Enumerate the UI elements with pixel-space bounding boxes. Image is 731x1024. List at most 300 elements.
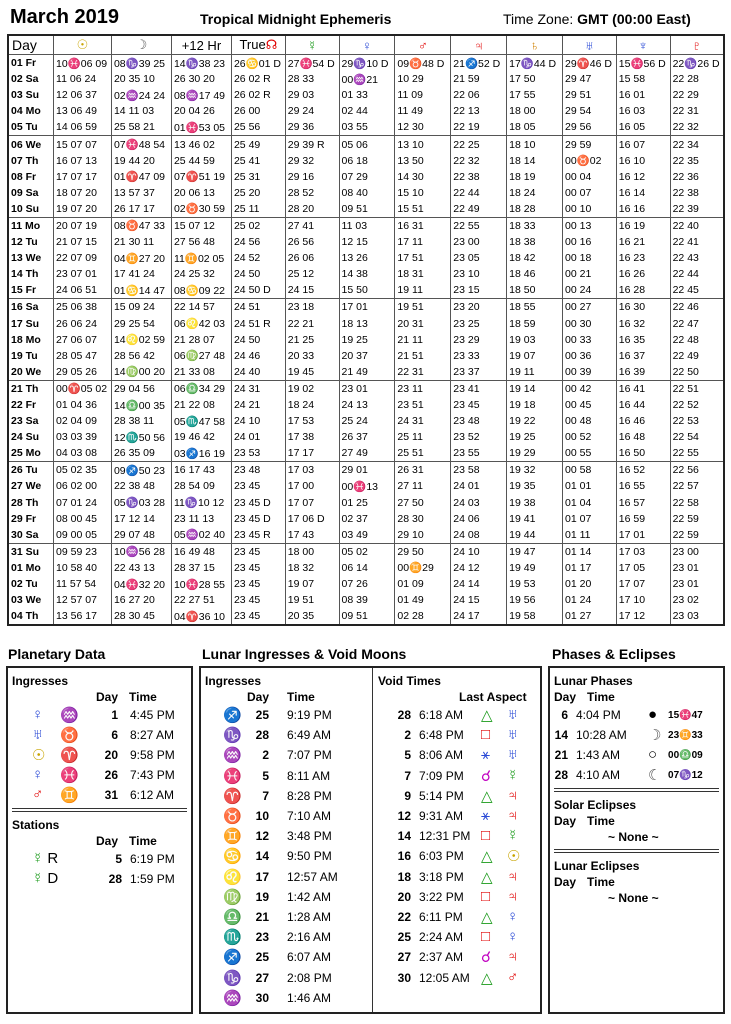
ephemeris-table (7, 34, 725, 626)
position-cell: 03 55 (339, 119, 395, 136)
position-cell: 16 14 (616, 185, 670, 201)
position-cell: 09 59 23 (54, 543, 112, 560)
position-cell: 22 27 51 (171, 592, 231, 608)
position-cell: 27 06 07 (54, 332, 112, 348)
position-cell: 24 40 (231, 364, 285, 381)
phase-position: 00♎09 (668, 750, 703, 761)
position-cell: 24 15 (451, 592, 507, 608)
ingress-time: 4:45 PM (130, 708, 175, 722)
column-header: +12 Hr (171, 35, 231, 55)
position-cell: 10 29 (395, 71, 451, 87)
position-cell: 23 45 R (231, 527, 285, 544)
position-cell: 29 24 (285, 103, 339, 119)
position-cell: 22 35 (670, 153, 724, 169)
planet-glyph: ♃ (507, 786, 519, 804)
position-cell: 18 50 (507, 282, 563, 299)
position-cell: 22 25 (451, 136, 507, 153)
position-cell: 29 54 (562, 103, 616, 119)
day-cell: 01 Fr (8, 55, 54, 72)
position-cell: 00♓13 (339, 478, 395, 494)
position-cell: 04♈36 10 (171, 608, 231, 625)
day-cell: 03 Su (8, 87, 54, 103)
position-cell: 23 53 (231, 445, 285, 462)
ingress-day: 12 (255, 829, 269, 844)
ephemeris-row (8, 397, 724, 413)
position-cell: 01 11 (562, 527, 616, 544)
ephemeris-row (8, 316, 724, 332)
position-cell: 02 37 (339, 511, 395, 527)
column-header: ♀ (339, 35, 395, 55)
day-cell: 10 Su (8, 201, 54, 218)
position-cell: 24 03 (451, 495, 507, 511)
planet-glyph: ☉ (32, 747, 46, 764)
day-cell: 12 Tu (8, 234, 54, 250)
position-cell: 07 29 (339, 169, 395, 185)
position-cell: 23 11 13 (171, 511, 231, 527)
position-cell: 13 26 (339, 250, 395, 266)
position-cell: 14♍00 20 (111, 364, 171, 381)
position-cell: 28 54 09 (171, 478, 231, 494)
sign-glyph: ♑ (223, 727, 242, 745)
position-cell: 28 05 47 (54, 348, 112, 364)
aspect-glyph: ⚹ (481, 746, 491, 764)
position-cell: 19 47 (507, 543, 563, 560)
ephemeris-row (8, 185, 724, 201)
divider (554, 788, 719, 792)
position-cell: 23 55 (451, 445, 507, 462)
ephemeris-row (8, 527, 724, 544)
position-cell: 22 29 (670, 87, 724, 103)
ingress-time: 2:16 AM (287, 930, 332, 945)
position-cell: 12 57 07 (54, 592, 112, 608)
position-cell: 29 05 26 (54, 364, 112, 381)
position-cell: 22 19 (451, 119, 507, 136)
sign-glyph: ♒ (223, 989, 242, 1007)
ingress-day: 21 (255, 910, 269, 924)
position-cell: 16 30 (616, 299, 670, 316)
position-cell: 26 35 09 (111, 445, 171, 462)
position-cell: 01 17 (562, 560, 616, 576)
position-cell: 14 38 (339, 266, 395, 282)
position-cell: 01 07 (562, 511, 616, 527)
ingress-time: 8:11 AM (287, 768, 331, 783)
position-cell: 23 51 (395, 397, 451, 413)
day-cell: 28 Th (8, 495, 54, 511)
position-cell: 22♑26 D (670, 55, 724, 72)
position-cell: 29 04 56 (111, 380, 171, 397)
ephemeris-row (8, 103, 724, 119)
position-cell: 19 44 20 (111, 153, 171, 169)
position-cell: 16 26 (616, 266, 670, 282)
position-cell: 15 50 (339, 282, 395, 299)
ephemeris-row (8, 201, 724, 218)
phase-position: 23♊33 (668, 730, 703, 741)
void-day: 22 (397, 910, 411, 924)
position-cell: 24 01 (451, 478, 507, 494)
day-cell: 23 Sa (8, 413, 54, 429)
position-cell: 06♌42 03 (171, 316, 231, 332)
phase-icon: ☽ (648, 727, 662, 744)
day-cell: 04 Mo (8, 103, 54, 119)
position-cell: 19 14 (507, 380, 563, 397)
position-cell: 19 49 (507, 560, 563, 576)
position-cell: 05 06 (339, 136, 395, 153)
position-cell: 29 07 48 (111, 527, 171, 544)
planet-glyph: ♀ (32, 766, 44, 783)
position-cell: 02 28 (395, 608, 451, 625)
day-cell: 13 We (8, 250, 54, 266)
position-cell: 23 45 (231, 608, 285, 625)
position-cell: 23 58 (451, 462, 507, 479)
position-cell: 08 00 45 (54, 511, 112, 527)
sign-glyph: ♓ (223, 767, 242, 785)
position-cell: 27 50 (395, 495, 451, 511)
position-cell: 03♐16 19 (171, 445, 231, 462)
position-cell: 06 02 00 (54, 478, 112, 494)
position-cell: 23 18 (285, 299, 339, 316)
header (0, 0, 731, 34)
position-cell: 23 37 (451, 364, 507, 381)
position-cell: 21 11 (395, 332, 451, 348)
position-cell: 06♎34 29 (171, 380, 231, 397)
position-cell: 29 50 (395, 543, 451, 560)
position-cell: 22 59 (670, 527, 724, 544)
position-cell: 29 01 (339, 462, 395, 479)
position-cell: 22 47 (670, 316, 724, 332)
position-cell: 01 33 (339, 87, 395, 103)
position-cell: 22 28 (670, 71, 724, 87)
ingress-time: 8:28 PM (287, 788, 332, 803)
day-cell: 31 Su (8, 543, 54, 560)
position-cell: 22 06 (451, 87, 507, 103)
position-cell: 26 00 (231, 103, 285, 119)
position-cell: 04♊27 20 (111, 250, 171, 266)
position-cell: 26 30 20 (171, 71, 231, 87)
position-cell: 10♒56 28 (111, 543, 171, 560)
position-cell: 17 12 14 (111, 511, 171, 527)
position-cell: 29♈46 D (562, 55, 616, 72)
lunar-eclipses-none: ~ None ~ (608, 891, 659, 905)
position-cell: 08 39 (339, 592, 395, 608)
day-cell: 29 Fr (8, 511, 54, 527)
position-cell: 18 24 (507, 185, 563, 201)
void-time: 3:18 PM (419, 869, 464, 884)
position-cell: 00 07 (562, 185, 616, 201)
position-cell: 23 00 (451, 234, 507, 250)
position-cell: 09♉48 D (395, 55, 451, 72)
position-cell: 16 12 (616, 169, 670, 185)
ingress-day: 31 (104, 788, 118, 802)
position-cell: 28 30 (395, 511, 451, 527)
position-cell: 00 16 (562, 234, 616, 250)
ingress-time: 1:28 AM (287, 910, 332, 924)
position-cell: 21 30 11 (111, 234, 171, 250)
position-cell: 16 46 (616, 413, 670, 429)
position-cell: 24 14 (451, 576, 507, 592)
ephemeris-row (8, 495, 724, 511)
ephemeris-row (8, 413, 724, 429)
ingress-day: 27 (255, 970, 269, 985)
aspect-glyph: □ (481, 726, 491, 744)
position-cell: 00 24 (562, 282, 616, 299)
position-cell: 15 07 07 (54, 136, 112, 153)
ephemeris-row (8, 217, 724, 234)
position-cell: 23 45 (231, 576, 285, 592)
position-cell: 06 14 (339, 560, 395, 576)
position-cell: 29 32 (285, 153, 339, 169)
ingress-day: 6 (111, 728, 118, 742)
planetary-data-box (6, 666, 193, 1014)
day-cell: 18 Mo (8, 332, 54, 348)
position-cell: 21 59 (451, 71, 507, 87)
position-cell: 16 31 (395, 217, 451, 234)
position-cell: 16 44 (616, 397, 670, 413)
position-cell: 25 56 (231, 119, 285, 136)
position-cell: 05 02 35 (54, 462, 112, 479)
position-cell: 01♋14 47 (111, 282, 171, 299)
position-cell: 24 08 (451, 527, 507, 544)
position-cell: 00 21 (562, 266, 616, 282)
position-cell: 17 51 (395, 250, 451, 266)
position-cell: 16 03 (616, 103, 670, 119)
ingress-day: 23 (255, 930, 269, 945)
ingress-day: 20 (104, 748, 118, 762)
void-time: 6:03 PM (419, 849, 464, 864)
station-day: 5 (115, 852, 122, 866)
position-cell: 02 04 09 (54, 413, 112, 429)
day-cell: 01 Mo (8, 560, 54, 576)
position-cell: 01 14 (562, 543, 616, 560)
lunar-phases-title: Lunar Phases (554, 674, 633, 688)
position-cell: 12♏50 56 (111, 429, 171, 445)
ingress-time: 1:42 AM (287, 889, 332, 904)
ephemeris-row (8, 250, 724, 266)
position-cell: 09♐50 23 (111, 462, 171, 479)
day-cell: 21 Th (8, 380, 54, 397)
column-header: ♇ (670, 35, 724, 55)
position-cell: 16 35 (616, 332, 670, 348)
position-cell: 19 38 (507, 495, 563, 511)
column-header: ♄ (507, 35, 563, 55)
position-cell: 14♌02 59 (111, 332, 171, 348)
ingress-time: 9:19 PM (287, 708, 332, 722)
position-cell: 00♈05 02 (54, 380, 112, 397)
phase-day: 14 (554, 728, 568, 742)
position-cell: 19 35 (507, 478, 563, 494)
position-cell: 18 28 (507, 201, 563, 218)
position-cell: 00 55 (562, 445, 616, 462)
position-cell: 05♑03 28 (111, 495, 171, 511)
ephemeris-row (8, 266, 724, 282)
position-cell: 17 07 (285, 495, 339, 511)
position-cell: 00♒21 (339, 71, 395, 87)
void-time: 12:31 PM (419, 829, 471, 844)
ephemeris-row (8, 560, 724, 576)
position-cell: 01 04 36 (54, 397, 112, 413)
ingress-day: 19 (255, 889, 269, 904)
sign-glyph: ♐ (223, 707, 242, 724)
position-cell: 16 55 (616, 478, 670, 494)
position-cell: 29 51 (562, 87, 616, 103)
position-cell: 17 11 (395, 234, 451, 250)
void-time: 5:14 PM (419, 788, 464, 803)
planetary-data-title: Planetary Data (8, 646, 106, 662)
position-cell: 00 58 (562, 462, 616, 479)
column-header: True☊ (231, 35, 285, 55)
position-cell: 21♐52 D (451, 55, 507, 72)
planet-glyph: ☿ (507, 827, 519, 845)
position-cell: 25 12 (285, 266, 339, 282)
position-cell: 07 01 24 (54, 495, 112, 511)
position-cell: 23 45 (231, 592, 285, 608)
position-cell: 28 20 (285, 201, 339, 218)
position-cell: 17 06 D (285, 511, 339, 527)
lunar-ingresses-title: Ingresses (205, 674, 262, 688)
day-cell: 02 Tu (8, 576, 54, 592)
lunar-ecl-col-day: Day (554, 875, 577, 889)
stations-title: Stations (12, 818, 60, 832)
position-cell: 19 46 42 (171, 429, 231, 445)
phase-day: 6 (561, 708, 568, 722)
position-cell: 17 03 (616, 543, 670, 560)
ingress-time: 9:58 PM (130, 748, 175, 762)
position-cell: 22 43 13 (111, 560, 171, 576)
position-cell: 15 09 24 (111, 299, 171, 316)
position-cell: 00 42 (562, 380, 616, 397)
void-day: 9 (404, 788, 411, 803)
position-cell: 23 11 (395, 380, 451, 397)
position-cell: 23 45 (231, 560, 285, 576)
ephemeris-row (8, 511, 724, 527)
column-header: ☽ (111, 35, 171, 55)
position-cell: 19 18 (507, 397, 563, 413)
position-cell: 27 56 48 (171, 234, 231, 250)
position-cell: 18 05 (507, 119, 563, 136)
planet-glyph: ♀ (507, 908, 519, 925)
position-cell: 17 41 24 (111, 266, 171, 282)
ephemeris-row (8, 364, 724, 381)
position-cell: 22 54 (670, 429, 724, 445)
position-cell: 22 38 (670, 185, 724, 201)
sign-glyph: ♒ (60, 707, 79, 724)
station-time: 6:19 PM (130, 852, 175, 866)
position-cell: 22 48 (670, 332, 724, 348)
position-cell: 11 03 (339, 217, 395, 234)
phase-icon: ● (648, 706, 658, 723)
ingress-time: 8:27 AM (130, 728, 175, 742)
position-cell: 28 56 42 (111, 348, 171, 364)
position-cell: 16 32 (616, 316, 670, 332)
position-cell: 16 21 (616, 234, 670, 250)
ingress-time: 7:10 AM (287, 809, 332, 823)
position-cell: 22 38 (451, 169, 507, 185)
void-day: 27 (397, 950, 411, 965)
position-cell: 19 07 20 (54, 201, 112, 218)
position-cell: 18 32 (285, 560, 339, 576)
position-cell: 14 30 (395, 169, 451, 185)
position-cell: 23 29 (451, 332, 507, 348)
position-cell: 24 21 (231, 397, 285, 413)
phase-time: 4:04 PM (576, 708, 621, 722)
lunar-box (199, 666, 542, 1014)
ingress-day: 28 (255, 728, 269, 743)
position-cell: 16 19 (616, 217, 670, 234)
position-cell: 24 17 (451, 608, 507, 625)
position-cell: 18 33 (507, 217, 563, 234)
position-cell: 20 07 19 (54, 217, 112, 234)
position-cell: 28 33 (285, 71, 339, 87)
position-cell: 17 01 (616, 527, 670, 544)
position-cell: 13 50 (395, 153, 451, 169)
position-cell: 21 07 15 (54, 234, 112, 250)
position-cell: 17 17 (285, 445, 339, 462)
position-cell: 15 10 (395, 185, 451, 201)
position-cell: 00♉02 (562, 153, 616, 169)
position-cell: 22 31 (670, 103, 724, 119)
position-cell: 19 11 (395, 282, 451, 299)
position-cell: 16 07 (616, 136, 670, 153)
position-cell: 22 41 (670, 234, 724, 250)
day-cell: 22 Fr (8, 397, 54, 413)
position-cell: 14 11 03 (111, 103, 171, 119)
ephemeris-row (8, 445, 724, 462)
void-day: 25 (397, 930, 411, 945)
position-cell: 16 41 (616, 380, 670, 397)
position-cell: 22 49 (670, 348, 724, 364)
position-cell: 18 46 (507, 266, 563, 282)
position-cell: 01 24 (562, 592, 616, 608)
position-cell: 00 27 (562, 299, 616, 316)
sign-glyph: ♈ (223, 787, 242, 805)
phase-day: 28 (554, 768, 568, 782)
position-cell: 26 56 (285, 234, 339, 250)
position-cell: 07♓48 54 (111, 136, 171, 153)
position-cell: 03 49 (339, 527, 395, 544)
position-cell: 01 01 (562, 478, 616, 494)
position-cell: 19 02 (285, 380, 339, 397)
ingress-time: 7:43 PM (130, 768, 175, 782)
position-cell: 16 59 (616, 511, 670, 527)
position-cell: 06 18 (339, 153, 395, 169)
day-cell: 08 Fr (8, 169, 54, 185)
position-cell: 21 51 (395, 348, 451, 364)
void-time: 3:22 PM (419, 889, 464, 904)
divider (554, 849, 719, 853)
position-cell: 02♒24 24 (111, 87, 171, 103)
phase-time: 4:10 AM (576, 768, 621, 782)
position-cell: 23 02 (670, 592, 724, 608)
ephemeris-row (8, 380, 724, 397)
position-cell: 00♊29 (395, 560, 451, 576)
sign-glyph: ♑ (223, 969, 242, 987)
ephemeris-subtitle: Tropical Midnight Ephemeris (200, 11, 392, 27)
position-cell: 18 10 (507, 136, 563, 153)
position-cell: 26 31 (395, 462, 451, 479)
position-cell: 05♒02 40 (171, 527, 231, 544)
position-cell: 23 00 (670, 543, 724, 560)
position-cell: 16 57 (616, 495, 670, 511)
ingress-day: 25 (255, 950, 269, 965)
sign-glyph: ♉ (223, 808, 242, 825)
column-header: ♃ (451, 35, 507, 55)
position-cell: 11 06 24 (54, 71, 112, 87)
sign-glyph: ♌ (223, 868, 242, 886)
position-cell: 19 53 (507, 576, 563, 592)
position-cell: 15♓56 D (616, 55, 670, 72)
position-cell: 29 47 (562, 71, 616, 87)
position-cell: 22 57 (670, 478, 724, 494)
position-cell: 11♑10 12 (171, 495, 231, 511)
